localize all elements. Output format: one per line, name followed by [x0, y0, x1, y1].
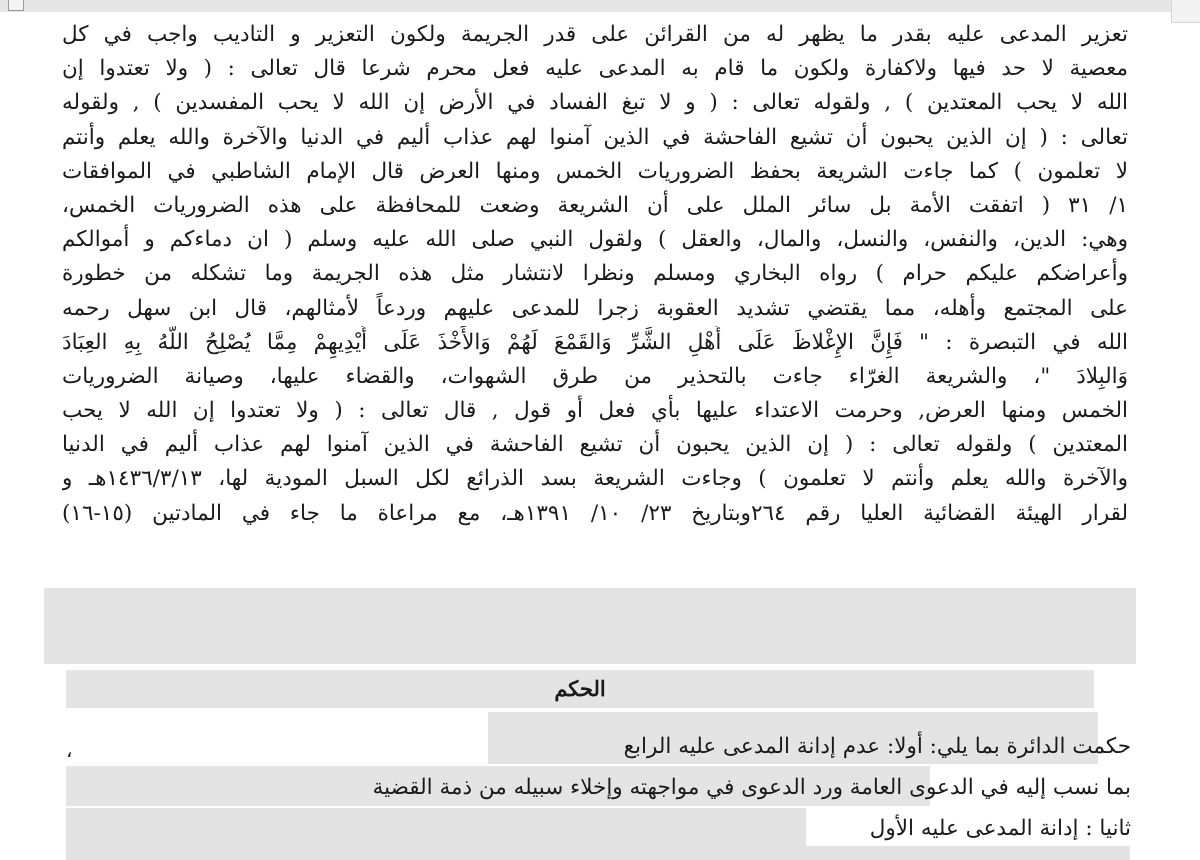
verdict-line-1: حكمت الدائرة بما يلي: أولا: عدم إدانة المدعى عليه الرابع	[623, 734, 1131, 759]
text-line: لا تعلمون ) كما جاءت الشريعة بحفظ الضروريات الخمس ومنها العرض قال الإمام الشاطبي في الموافقات	[62, 158, 1128, 184]
judgment-reasoning-text	[62, 18, 1128, 531]
text-line: والآخرة والله يعلم وأنتم لا تعلمون ) وجاءت الشريعة بسد الذرائع لكل السبل المودية لها، ١٤٣٦/٣/١٣هـ و	[62, 466, 1128, 492]
redaction-block	[44, 588, 1136, 664]
text-line: تعالى : ( إن الذين يحبون أن تشيع الفاحشة في الذين آمنوا لهم عذاب أليم في الدنيا والآخرة والله يعلم وأنتم	[62, 124, 1128, 150]
text-line: على المجتمع وأهله، مما يقتضي تشديد العقوبة زجرا للمدعى عليهم وردعاً لأمثالهم، قال ابن سهل رحمه	[62, 295, 1128, 321]
text-line: وَالبِلادَ "، والشريعة الغرّاء جاءت بالتحذير من طرق الشهوات، والقضاء عليها، وصيانة الضروريات	[62, 363, 1128, 389]
corner-box	[1171, 0, 1200, 23]
text-line: وأعراضكم عليكم حرام ) رواه البخاري ومسلم ونظرا لانتشار مثل هذه الجريمة وما تشكله من خطورة	[62, 261, 1128, 287]
text-line: المعتدين ) ولقوله تعالى : ( إن الذين يحبون أن تشيع الفاحشة في الذين آمنوا لهم عذاب أليم في الدنيا	[62, 432, 1128, 458]
redaction-block	[66, 846, 1130, 860]
text-line: وهي: الدين، والنفس، والنسل، والمال، والعقل ) ولقول النبي صلى الله عليه وسلم ( ان دماءكم و أموالكم	[62, 227, 1128, 253]
document-icon	[8, 0, 24, 11]
text-line: الله لا يحب المعتدين ) , ولقوله تعالى : ( و لا تبغ الفساد في الأرض إن الله لا يحب المفسدين ) , ولقوله	[62, 90, 1128, 116]
ruling-heading: الحكم	[66, 670, 1094, 708]
trailing-comma: ،	[66, 738, 73, 762]
text-line: ١/ ٣١ ( اتفقت الأمة بل سائر الملل على أن الشريعة وضعت للمحافظة على هذه الضروريات الخمس،	[62, 192, 1128, 218]
text-line: تعزير المدعى عليه بقدر ما يظهر له من القرائن على قدر الجريمة ولكون التعزير و التاديب واجب في كل	[62, 22, 1128, 47]
text-line: لقرار الهيئة القضائية العليا رقم ٢٦٤وبتاريخ ٢٣/ ١٠/ ١٣٩١هـ، مع مراعاة ما جاء في المادتين (١٥-١٦)	[62, 500, 1128, 526]
verdict-line-2: بما نسب إليه في الدعوى العامة ورد الدعوى في مواجهته وإخلاء سبيله من ذمة القضية	[372, 775, 1131, 800]
window-top-strip	[0, 0, 1200, 12]
text-line: معصية لا حد فيها ولاكفارة ولكون ما قام به المدعى عليه فعل محرم شرعا قال تعالى : ( ولا تعتدوا إن	[62, 56, 1128, 82]
text-line: الله في التبصرة : " فَإِنَّ الإِغْلاظَ عَلَى أَهْلِ الشَّرِّ وَالقَمْعَ لَهُمْ وَالأَخْذَ عَلَى أَيْدِيهِمْ مِمَّا يُصْلِحُ اللَّهُ بِهِ العِبَادَ	[62, 329, 1128, 355]
text-line: الخمس ومنها العرض, وحرمت الاعتداء عليها بأي فعل أو قول , قال تعالى : ( ولا تعتدوا إن الله لا يحب	[62, 398, 1128, 424]
verdict-line-3: ثانيا : إدانة المدعى عليه الأول	[869, 816, 1131, 841]
